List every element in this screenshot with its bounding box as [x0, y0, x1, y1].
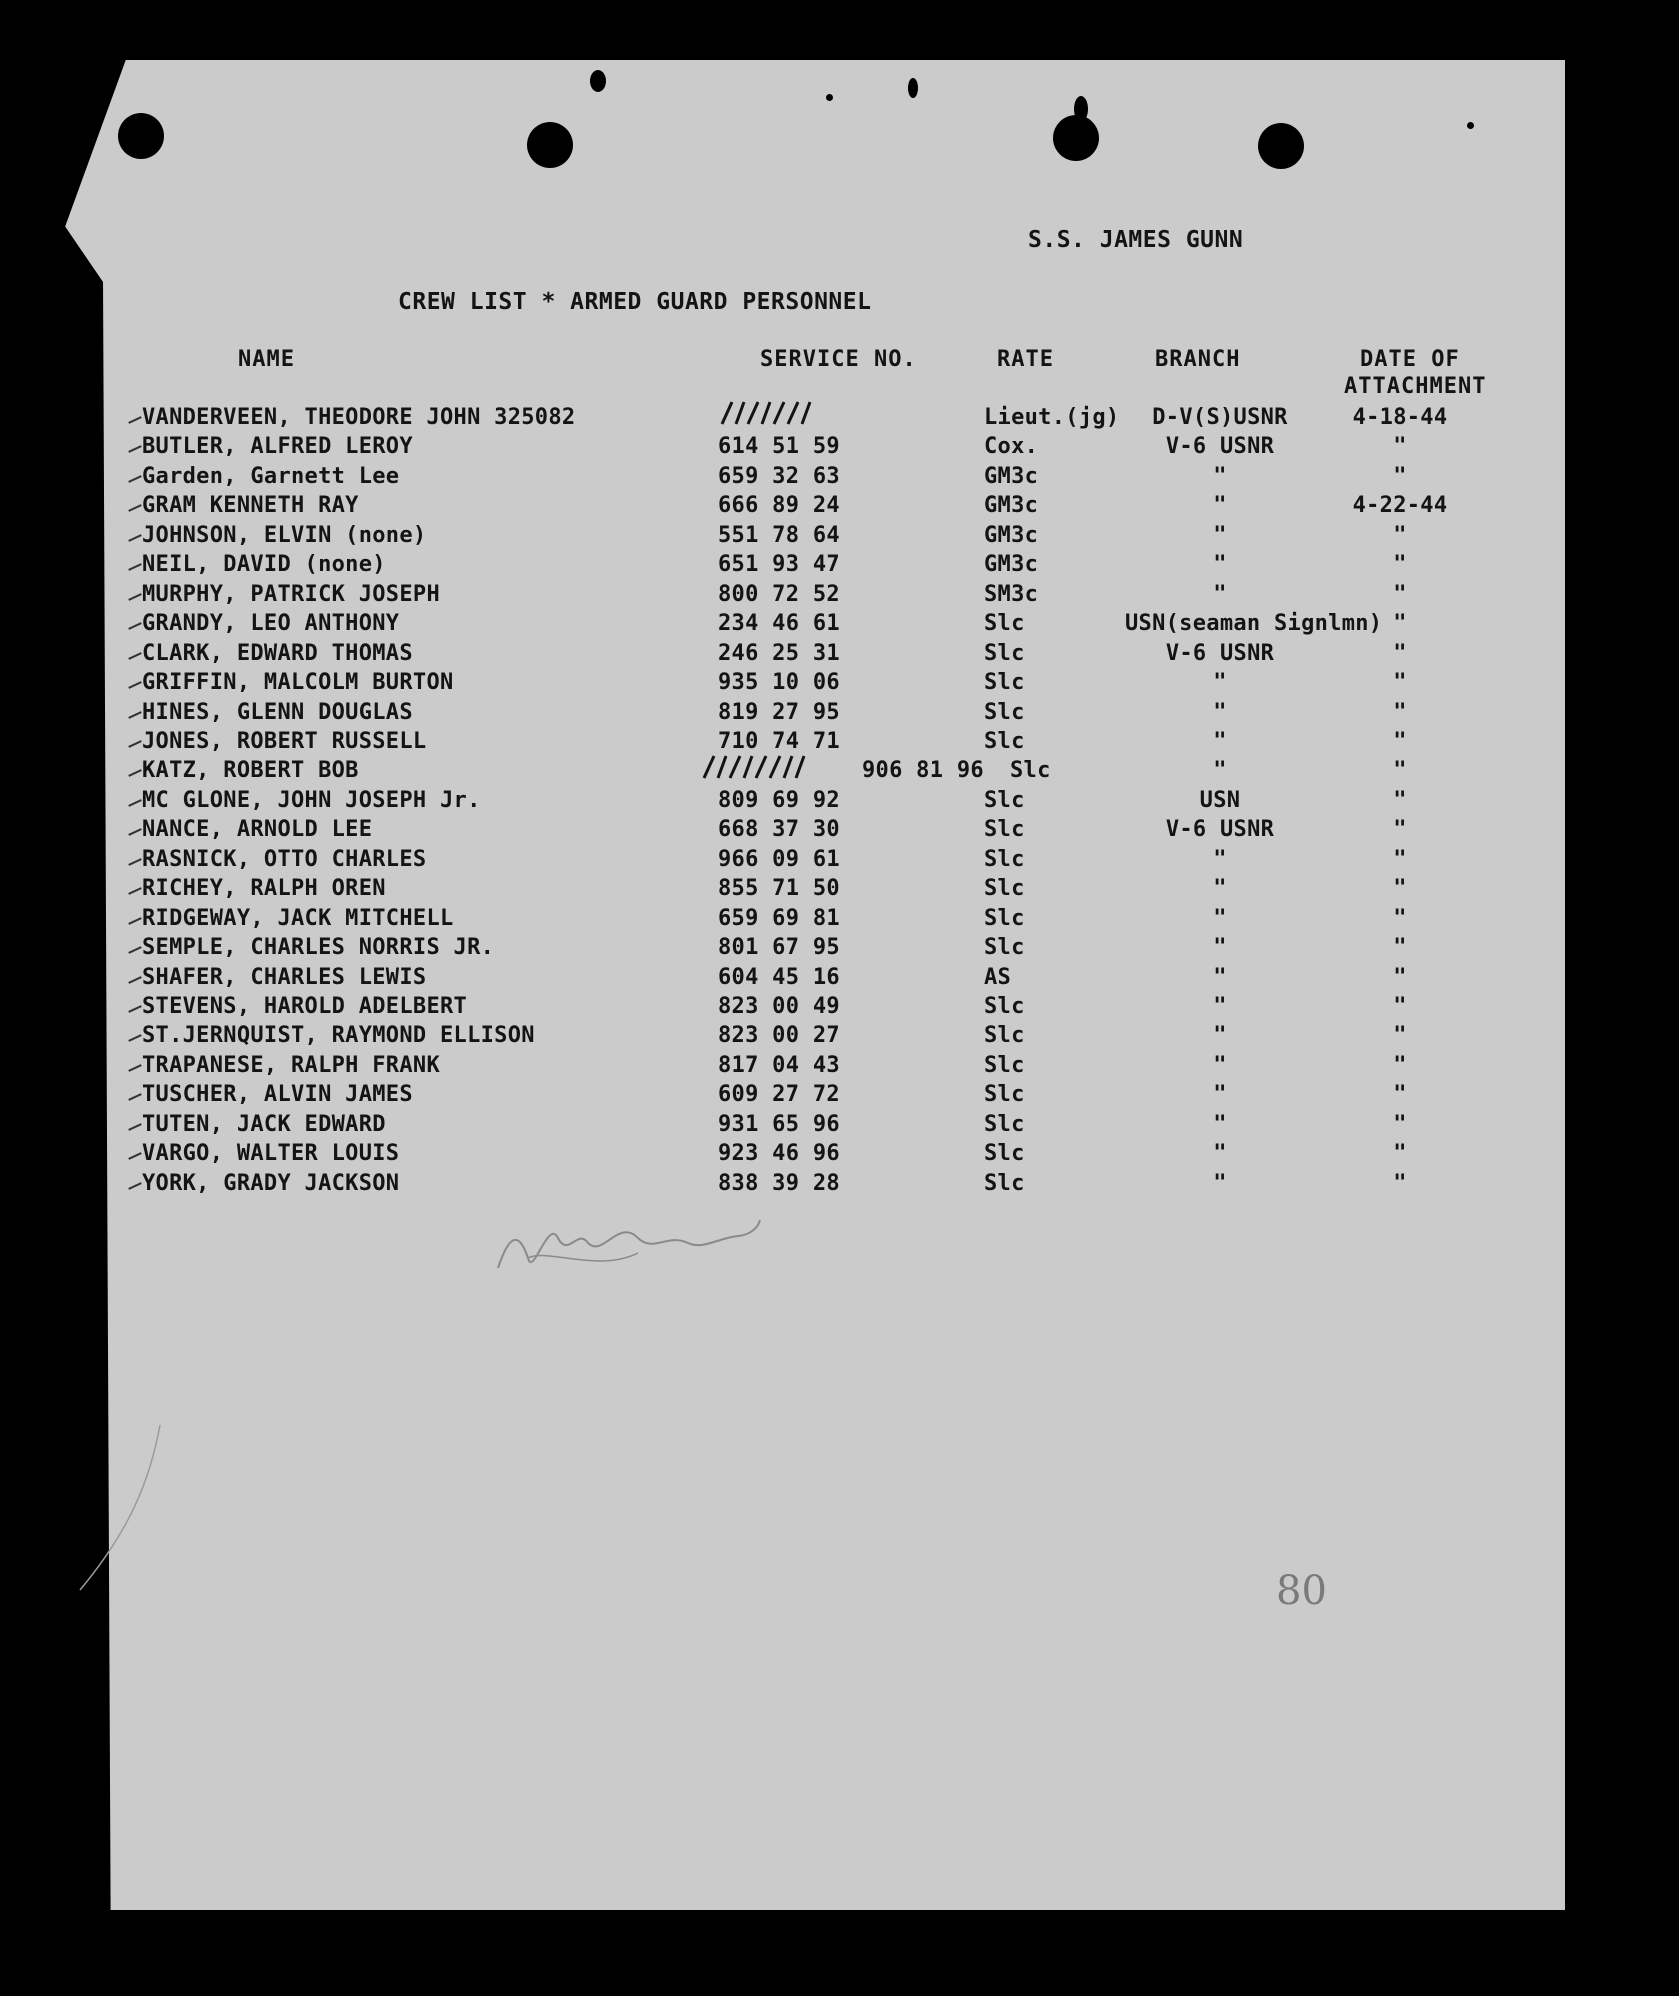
check-mark [128, 917, 142, 925]
attachment-date: " [1393, 640, 1407, 666]
attachment-date: " [1393, 1082, 1407, 1108]
rate: GM3c [984, 552, 1039, 578]
branch: V-6 USNR [1165, 434, 1275, 460]
rate: Slc [984, 1052, 1025, 1078]
crew-name: MC GLONE, JOHN JOSEPH Jr. [142, 787, 481, 813]
attachment-date: " [1393, 935, 1407, 961]
attachment-date: " [1393, 1111, 1407, 1137]
crew-name: GRAM KENNETH RAY [142, 493, 359, 519]
check-mark [128, 1093, 142, 1101]
check-mark [128, 563, 142, 571]
attachment-date: " [1393, 581, 1407, 607]
service-number: 809 69 92 [718, 787, 840, 813]
check-mark [128, 416, 142, 424]
punch-hole [1053, 115, 1099, 161]
rate: Slc [984, 699, 1025, 725]
attachment-date: " [1393, 463, 1407, 489]
branch: USN(seaman Signlmn) [1125, 611, 1383, 637]
attachment-date: 4-18-44 [1352, 405, 1448, 430]
check-mark [128, 1123, 142, 1131]
check-mark [128, 1064, 142, 1072]
service-number: 666 89 24 [718, 493, 840, 519]
attachment-date: " [1393, 994, 1407, 1019]
rate: Slc [984, 935, 1025, 961]
attachment-date: " [1393, 611, 1407, 637]
rate: Slc [984, 1111, 1025, 1137]
table-row [0, 1141, 1679, 1170]
page-number: 80 [1276, 1568, 1327, 1614]
branch: " [1213, 994, 1227, 1019]
service-number: 246 25 31 [718, 640, 840, 666]
rate: Slc [984, 1170, 1025, 1196]
crew-name: RIDGEWAY, JACK MITCHELL [142, 905, 454, 931]
signature [488, 1198, 768, 1288]
table-row [0, 1053, 1679, 1082]
table-row [0, 641, 1679, 670]
speck [1074, 96, 1088, 122]
branch: " [1213, 935, 1227, 961]
branch: " [1213, 522, 1227, 548]
check-mark [128, 593, 142, 601]
punch-hole [118, 113, 164, 159]
service-number: 659 69 81 [718, 905, 840, 931]
crew-name: JONES, ROBERT RUSSELL [142, 728, 427, 754]
crew-name: TUSCHER, ALVIN JAMES [142, 1082, 413, 1108]
crew-name: RICHEY, RALPH OREN [142, 876, 386, 902]
check-mark [128, 976, 142, 984]
attachment-date: " [1393, 699, 1407, 725]
check-mark [128, 711, 142, 719]
crew-name: HINES, GLENN DOUGLAS [142, 699, 413, 725]
service-number: 817 04 43 [718, 1052, 840, 1078]
branch: " [1213, 670, 1227, 696]
crew-name: CLARK, EDWARD THOMAS [142, 640, 413, 666]
attachment-date: " [1393, 905, 1407, 931]
branch: " [1213, 1082, 1227, 1108]
table-row [0, 552, 1679, 581]
branch: " [1213, 758, 1227, 784]
attachment-date: " [1393, 434, 1407, 460]
branch: " [1213, 552, 1227, 578]
branch: " [1213, 1111, 1227, 1137]
table-row [0, 700, 1679, 729]
table-row [0, 493, 1679, 522]
check-mark [128, 534, 142, 542]
table-row [0, 935, 1679, 964]
crew-name: Garden, Garnett Lee [142, 463, 400, 489]
check-mark [128, 1005, 142, 1013]
column-header-date-line2: ATTACHMENT [1344, 374, 1487, 399]
rate: Cox. [984, 434, 1039, 460]
crew-name: BUTLER, ALFRED LEROY [142, 434, 413, 460]
table-row [0, 965, 1679, 994]
rate: Lieut.(jg) [984, 405, 1120, 430]
service-number: 800 72 52 [718, 581, 840, 607]
document-title: CREW LIST * ARMED GUARD PERSONNEL [398, 289, 872, 315]
attachment-date: " [1393, 552, 1407, 578]
table-row [0, 1082, 1679, 1111]
rate: Slc [984, 1082, 1025, 1108]
speck [908, 78, 918, 98]
rate: GM3c [984, 463, 1039, 489]
speck [1467, 122, 1474, 129]
branch: " [1213, 905, 1227, 931]
attachment-date: " [1393, 846, 1407, 872]
crew-name: VARGO, WALTER LOUIS [142, 1141, 400, 1167]
table-row [0, 582, 1679, 611]
branch: " [1213, 493, 1227, 519]
branch: " [1213, 964, 1227, 990]
check-mark [128, 799, 142, 807]
attachment-date: 4-22-44 [1352, 493, 1448, 519]
rate: Slc [984, 876, 1025, 902]
ship-name: S.S. JAMES GUNN [1028, 227, 1244, 253]
table-row [0, 1023, 1679, 1052]
column-header-service-no: SERVICE NO. [760, 347, 917, 372]
branch: D-V(S)USNR [1152, 405, 1288, 430]
check-mark [128, 504, 142, 512]
attachment-date: " [1393, 876, 1407, 902]
rate: Slc [984, 787, 1025, 813]
service-number: 801 67 95 [718, 935, 840, 961]
attachment-date: " [1393, 787, 1407, 813]
service-number: 234 46 61 [718, 611, 840, 637]
branch: " [1213, 1052, 1227, 1078]
check-mark [128, 828, 142, 836]
branch: V-6 USNR [1165, 817, 1275, 843]
struck-service-number [700, 752, 860, 786]
attachment-date: " [1393, 964, 1407, 990]
table-row [0, 847, 1679, 876]
table-row [0, 1112, 1679, 1141]
crew-name: MURPHY, PATRICK JOSEPH [142, 581, 440, 607]
service-number: 668 37 30 [718, 817, 840, 843]
rate: Slc [984, 728, 1025, 754]
check-mark [128, 622, 142, 630]
rate: AS [984, 964, 1012, 990]
table-row [0, 611, 1679, 640]
attachment-date: " [1393, 1170, 1407, 1196]
rate: Slc [984, 640, 1025, 666]
attachment-date: " [1393, 670, 1407, 696]
check-mark [128, 946, 142, 954]
branch: USN [1199, 787, 1241, 813]
check-mark [128, 1035, 142, 1043]
service-number: 923 46 96 [718, 1141, 840, 1167]
service-number: 551 78 64 [718, 522, 840, 548]
branch: " [1213, 581, 1227, 607]
check-mark [128, 1152, 142, 1160]
service-number: 659 32 63 [718, 463, 840, 489]
branch: " [1213, 876, 1227, 902]
crew-name: GRANDY, LEO ANTHONY [142, 611, 400, 637]
branch: V-6 USNR [1165, 640, 1275, 666]
crew-name: NEIL, DAVID (none) [142, 552, 386, 578]
rate: Slc [984, 994, 1025, 1019]
check-mark [128, 446, 142, 454]
rate: GM3c [984, 493, 1039, 519]
crew-name: JOHNSON, ELVIN (none) [142, 522, 427, 548]
service-number: 931 65 96 [718, 1111, 840, 1137]
check-mark [128, 740, 142, 748]
attachment-date: " [1393, 1141, 1407, 1167]
service-number: 819 27 95 [718, 699, 840, 725]
rate: Slc [984, 611, 1025, 637]
column-header-date-line1: DATE OF [1360, 347, 1460, 372]
service-number: 906 81 96 [862, 758, 984, 784]
check-mark [128, 1182, 142, 1190]
crew-name: NANCE, ARNOLD LEE [142, 817, 373, 843]
table-row [0, 876, 1679, 905]
check-mark [128, 858, 142, 866]
table-row [0, 994, 1679, 1023]
table-row [0, 817, 1679, 846]
service-number: 966 09 61 [718, 846, 840, 872]
crew-name: STEVENS, HAROLD ADELBERT [142, 994, 468, 1019]
attachment-date: " [1393, 728, 1407, 754]
crew-name: GRIFFIN, MALCOLM BURTON [142, 670, 454, 696]
service-number: 823 00 49 [718, 994, 840, 1019]
struck-service-number [718, 398, 858, 432]
service-number: 855 71 50 [718, 876, 840, 902]
rate: Slc [984, 846, 1025, 872]
check-mark [128, 681, 142, 689]
branch: " [1213, 1170, 1227, 1196]
speck [590, 70, 606, 92]
column-header-branch: BRANCH [1155, 347, 1241, 372]
crew-name: SHAFER, CHARLES LEWIS [142, 964, 427, 990]
crew-name: VANDERVEEN, THEODORE JOHN 325082 [142, 405, 576, 430]
table-row [0, 434, 1679, 463]
table-row [0, 464, 1679, 493]
attachment-date: " [1393, 817, 1407, 843]
crew-name: TRAPANESE, RALPH FRANK [142, 1052, 440, 1078]
check-mark [128, 887, 142, 895]
attachment-date: " [1393, 758, 1407, 784]
branch: " [1213, 1141, 1227, 1167]
speck [826, 94, 833, 101]
check-mark [128, 770, 142, 778]
table-row [0, 523, 1679, 552]
service-number: 935 10 06 [718, 670, 840, 696]
table-row [0, 1171, 1679, 1200]
rate: Slc [984, 1141, 1025, 1167]
punch-hole [1258, 123, 1304, 169]
branch: " [1213, 463, 1227, 489]
branch: " [1213, 699, 1227, 725]
crew-name: KATZ, ROBERT BOB [142, 758, 359, 784]
service-number: 604 45 16 [718, 964, 840, 990]
crew-name: SEMPLE, CHARLES NORRIS JR. [142, 935, 495, 961]
branch: " [1213, 1023, 1227, 1049]
rate: SM3c [984, 581, 1039, 607]
attachment-date: " [1393, 522, 1407, 548]
rate: Slc [1010, 758, 1051, 784]
check-mark [128, 652, 142, 660]
rate: GM3c [984, 522, 1039, 548]
table-row [0, 788, 1679, 817]
check-mark [128, 475, 142, 483]
service-number: 838 39 28 [718, 1170, 840, 1196]
crew-name: RASNICK, OTTO CHARLES [142, 846, 427, 872]
column-header-rate: RATE [997, 347, 1054, 372]
punch-hole [527, 122, 573, 168]
branch: " [1213, 846, 1227, 872]
attachment-date: " [1393, 1023, 1407, 1049]
rate: Slc [984, 1023, 1025, 1049]
service-number: 609 27 72 [718, 1082, 840, 1108]
service-number: 614 51 59 [718, 434, 840, 460]
attachment-date: " [1393, 1052, 1407, 1078]
service-number: 651 93 47 [718, 552, 840, 578]
table-row [0, 906, 1679, 935]
table-row [0, 670, 1679, 699]
pencil-mark [70, 1420, 170, 1600]
service-number: 823 00 27 [718, 1023, 840, 1049]
service-number: 710 74 71 [718, 728, 840, 754]
crew-name: ST.JERNQUIST, RAYMOND ELLISON [142, 1023, 535, 1049]
rate: Slc [984, 817, 1025, 843]
rate: Slc [984, 670, 1025, 696]
rate: Slc [984, 905, 1025, 931]
column-header-name: NAME [238, 347, 295, 372]
crew-name: YORK, GRADY JACKSON [142, 1170, 400, 1196]
crew-name: TUTEN, JACK EDWARD [142, 1111, 386, 1137]
branch: " [1213, 728, 1227, 754]
